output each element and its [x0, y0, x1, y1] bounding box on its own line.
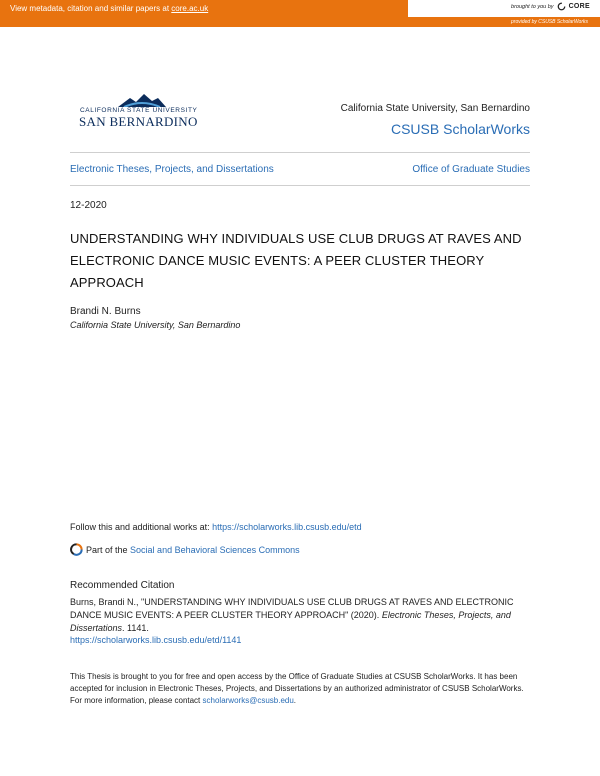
core-logo-text: CORE	[568, 3, 590, 10]
recommended-citation-heading: Recommended Citation	[70, 580, 175, 591]
discipline-link[interactable]: Social and Behavioral Sciences Commons	[130, 544, 300, 555]
footer-text: This Thesis is brought to you for free and open access by the Office of Graduate Studies at CSUSB ScholarWorks. It has been accepted for inclusion in Electronic Theses, Projects, and Dissertations by an authorized administrator of CSUSB ScholarWorks. For more information, please contact	[70, 672, 524, 705]
core-brought-by[interactable]	[511, 2, 590, 11]
thesis-title: UNDERSTANDING WHY INDIVIDUALS USE CLUB DRUGS AT RAVES AND ELECTRONIC DANCE MUSIC EVENTS: A PEER CLUSTER THEORY APPROACH	[70, 231, 522, 290]
follow-text: Follow this and additional works at:	[70, 522, 210, 532]
university-logo[interactable]	[78, 93, 202, 129]
core-metadata-bar[interactable]	[0, 0, 408, 17]
part-of-text: Part of the	[86, 544, 128, 555]
publication-date: 12-2020	[70, 200, 107, 211]
core-provided-by: provided by CSUSB ScholarWorks	[511, 19, 588, 25]
follow-url-link[interactable]: https://scholarworks.lib.csusb.edu/etd	[212, 522, 362, 532]
core-logo-icon	[557, 2, 566, 11]
part-of-line	[70, 543, 300, 556]
brought-to-you-text: brought to you by	[511, 3, 554, 10]
divider-bottom	[70, 185, 530, 186]
author-name: Brandi N. Burns	[70, 306, 141, 317]
citation-plain: Burns, Brandi N., "UNDERSTANDING WHY INDIVIDUALS USE CLUB DRUGS AT RAVES AND ELECTRONIC DANCE MUSIC EVENTS: A PEER CLUSTER THEORY APPROACH" (2020).	[70, 597, 514, 620]
footer-notice	[70, 671, 532, 707]
logo-line1: CALIFORNIA STATE UNIVERSITY	[80, 107, 198, 114]
footer-end: .	[293, 696, 297, 705]
core-banner	[0, 0, 600, 27]
repository-name[interactable]: CSUSB ScholarWorks	[390, 121, 530, 137]
core-link[interactable]: core.ac.uk	[171, 4, 209, 13]
citation-url-link[interactable]: https://scholarworks.lib.csusb.edu/etd/1141	[70, 635, 242, 645]
core-orange-strip	[0, 17, 600, 27]
citation-text	[70, 596, 530, 635]
divider-top	[70, 152, 530, 153]
network-commons-icon	[70, 543, 83, 556]
author-affiliation: California State University, San Bernardino	[70, 320, 241, 330]
collection-link[interactable]: Electronic Theses, Projects, and Dissertations	[70, 164, 274, 175]
core-metadata-text: View metadata, citation and similar papers at	[10, 4, 170, 13]
office-link[interactable]: Office of Graduate Studies	[412, 164, 530, 175]
mountain-logo-icon	[118, 93, 166, 107]
institution-name: California State University, San Bernardino	[340, 103, 530, 114]
citation-end: . 1141.	[122, 623, 149, 633]
follow-line	[70, 522, 362, 532]
citation-series: Electronic Theses, Projects, and Dissertations	[70, 610, 511, 633]
logo-line2: SAN BERNARDINO	[79, 114, 198, 129]
contact-email-link[interactable]: scholarworks@csusb.edu	[202, 696, 294, 705]
